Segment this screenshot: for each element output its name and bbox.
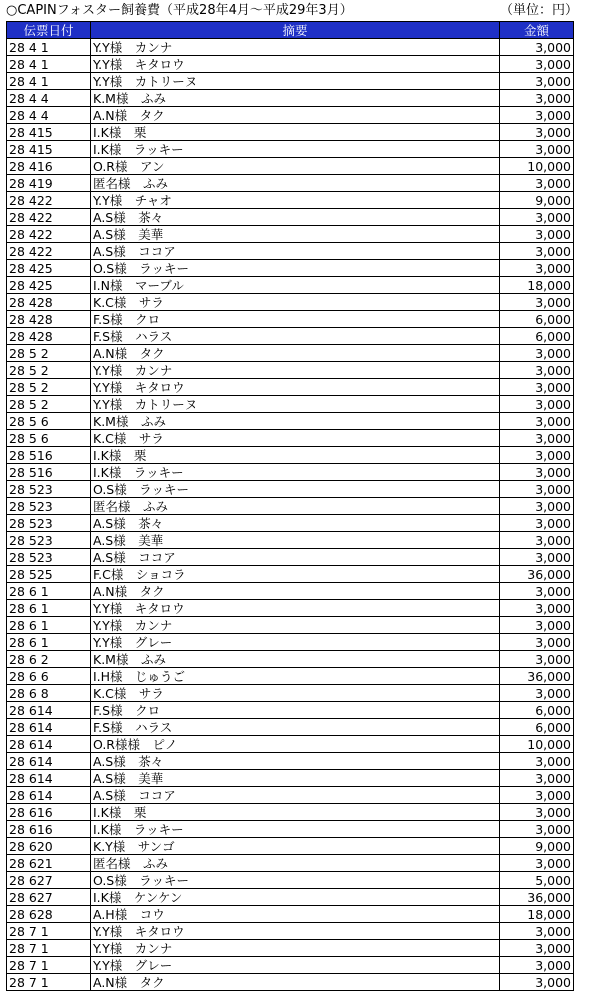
cell-date: 28 621 [7, 855, 91, 872]
cell-description: F.S様 クロ [91, 702, 500, 719]
table-row [7, 549, 574, 566]
cell-amount: 3,000 [500, 39, 574, 56]
cell-description: I.K様 ラッキー [91, 821, 500, 838]
cell-amount: 3,000 [500, 345, 574, 362]
cell-description: Y.Y様 カトリーヌ [91, 73, 500, 90]
cell-description: 匿名様 ふみ [91, 498, 500, 515]
cell-date: 28 627 [7, 889, 91, 906]
table-row [7, 396, 574, 413]
cell-description: Y.Y様 カンナ [91, 39, 500, 56]
cell-amount: 3,000 [500, 260, 574, 277]
cell-amount: 3,000 [500, 532, 574, 549]
cell-date: 28 4 1 [7, 73, 91, 90]
table-body [7, 39, 574, 991]
cell-amount: 3,000 [500, 56, 574, 73]
unit-label: （単位：円） [499, 3, 578, 18]
cell-date: 28 5 2 [7, 379, 91, 396]
cell-date: 28 620 [7, 838, 91, 855]
cell-amount: 3,000 [500, 923, 574, 940]
cell-date: 28 4 4 [7, 90, 91, 107]
cell-date: 28 628 [7, 906, 91, 923]
cell-description: O.S様 ラッキー [91, 872, 500, 889]
cell-description: O.S様 ラッキー [91, 481, 500, 498]
cell-date: 28 415 [7, 141, 91, 158]
cell-amount: 3,000 [500, 753, 574, 770]
cell-date: 28 7 1 [7, 974, 91, 991]
column-header-description: 摘要 [91, 22, 500, 39]
cell-amount: 3,000 [500, 73, 574, 90]
cell-description: A.S様 茶々 [91, 515, 500, 532]
cell-description: A.S様 ココア [91, 243, 500, 260]
page-title: ○CAPINフォスター飼養費（平成28年4月～平成29年3月） [6, 3, 353, 18]
table-row [7, 175, 574, 192]
cell-date: 28 6 6 [7, 668, 91, 685]
cell-date: 28 614 [7, 770, 91, 787]
cell-description: Y.Y様 チャオ [91, 192, 500, 209]
header-row [7, 22, 574, 39]
cell-description: 匿名様 ふみ [91, 855, 500, 872]
table-row [7, 90, 574, 107]
cell-amount: 6,000 [500, 311, 574, 328]
cell-description: A.N様 タク [91, 583, 500, 600]
table-row [7, 39, 574, 56]
cell-description: K.M様 ふみ [91, 90, 500, 107]
table-row [7, 260, 574, 277]
cell-date: 28 428 [7, 294, 91, 311]
table-row [7, 906, 574, 923]
table-row [7, 515, 574, 532]
cell-amount: 9,000 [500, 838, 574, 855]
cell-description: K.M様 ふみ [91, 413, 500, 430]
cell-amount: 3,000 [500, 600, 574, 617]
cell-description: O.R様 アン [91, 158, 500, 175]
cell-date: 28 422 [7, 192, 91, 209]
cell-description: A.N様 タク [91, 974, 500, 991]
cell-description: A.S様 美華 [91, 532, 500, 549]
cell-date: 28 7 1 [7, 957, 91, 974]
cell-description: Y.Y様 キタロウ [91, 56, 500, 73]
cell-date: 28 415 [7, 124, 91, 141]
cell-amount: 3,000 [500, 90, 574, 107]
cell-description: O.R様様 ピノ [91, 736, 500, 753]
cell-description: F.S様 ハラス [91, 719, 500, 736]
table-row [7, 634, 574, 651]
cell-amount: 3,000 [500, 294, 574, 311]
table-row [7, 770, 574, 787]
cell-amount: 18,000 [500, 906, 574, 923]
cell-amount: 3,000 [500, 107, 574, 124]
cell-amount: 3,000 [500, 362, 574, 379]
cell-date: 28 614 [7, 702, 91, 719]
cell-description: Y.Y様 グレー [91, 957, 500, 974]
cell-description: O.S様 ラッキー [91, 260, 500, 277]
cell-date: 28 6 1 [7, 617, 91, 634]
cell-amount: 3,000 [500, 957, 574, 974]
table-row [7, 141, 574, 158]
table-row [7, 583, 574, 600]
table-row [7, 957, 574, 974]
cell-amount: 3,000 [500, 515, 574, 532]
cell-description: K.C様 サラ [91, 294, 500, 311]
cell-date: 28 7 1 [7, 940, 91, 957]
table-row [7, 56, 574, 73]
cell-date: 28 627 [7, 872, 91, 889]
table-row [7, 600, 574, 617]
table-row [7, 617, 574, 634]
cell-date: 28 516 [7, 447, 91, 464]
cell-amount: 3,000 [500, 481, 574, 498]
cell-amount: 3,000 [500, 413, 574, 430]
cell-amount: 3,000 [500, 141, 574, 158]
cell-description: Y.Y様 キタロウ [91, 600, 500, 617]
cell-date: 28 4 4 [7, 107, 91, 124]
fee-table [6, 21, 574, 991]
title-row [6, 3, 578, 19]
table-row [7, 753, 574, 770]
cell-description: A.N様 タク [91, 107, 500, 124]
cell-date: 28 5 2 [7, 396, 91, 413]
table-row [7, 158, 574, 175]
cell-description: A.H様 コウ [91, 906, 500, 923]
cell-date: 28 614 [7, 736, 91, 753]
cell-description: K.C様 サラ [91, 430, 500, 447]
cell-date: 28 425 [7, 277, 91, 294]
cell-description: K.C様 サラ [91, 685, 500, 702]
cell-amount: 3,000 [500, 498, 574, 515]
cell-date: 28 6 1 [7, 583, 91, 600]
cell-amount: 3,000 [500, 974, 574, 991]
cell-amount: 3,000 [500, 226, 574, 243]
cell-date: 28 422 [7, 209, 91, 226]
table-row [7, 447, 574, 464]
cell-date: 28 523 [7, 481, 91, 498]
cell-amount: 6,000 [500, 719, 574, 736]
table-row [7, 277, 574, 294]
cell-amount: 36,000 [500, 889, 574, 906]
cell-amount: 36,000 [500, 668, 574, 685]
cell-amount: 36,000 [500, 566, 574, 583]
cell-date: 28 5 6 [7, 430, 91, 447]
table-row [7, 685, 574, 702]
cell-description: K.Y様 サンゴ [91, 838, 500, 855]
table-row [7, 481, 574, 498]
table-header [7, 22, 574, 39]
cell-date: 28 614 [7, 787, 91, 804]
table-row [7, 889, 574, 906]
table-row [7, 107, 574, 124]
cell-date: 28 523 [7, 532, 91, 549]
table-row [7, 498, 574, 515]
table-row [7, 379, 574, 396]
cell-description: I.K様 ラッキー [91, 141, 500, 158]
table-row [7, 209, 574, 226]
table-row [7, 804, 574, 821]
table-row [7, 821, 574, 838]
table-row [7, 974, 574, 991]
cell-amount: 3,000 [500, 549, 574, 566]
table-row [7, 566, 574, 583]
cell-description: I.K様 ラッキー [91, 464, 500, 481]
cell-amount: 3,000 [500, 464, 574, 481]
cell-date: 28 422 [7, 226, 91, 243]
table-row [7, 124, 574, 141]
table-row [7, 651, 574, 668]
cell-date: 28 616 [7, 804, 91, 821]
cell-date: 28 422 [7, 243, 91, 260]
cell-date: 28 4 1 [7, 56, 91, 73]
cell-amount: 3,000 [500, 209, 574, 226]
cell-date: 28 7 1 [7, 923, 91, 940]
table-row [7, 345, 574, 362]
cell-date: 28 6 2 [7, 651, 91, 668]
cell-date: 28 5 2 [7, 345, 91, 362]
cell-amount: 3,000 [500, 617, 574, 634]
cell-amount: 3,000 [500, 804, 574, 821]
cell-description: Y.Y様 カンナ [91, 617, 500, 634]
cell-description: A.S様 ココア [91, 787, 500, 804]
cell-amount: 5,000 [500, 872, 574, 889]
cell-description: A.S様 ココア [91, 549, 500, 566]
cell-amount: 3,000 [500, 583, 574, 600]
cell-description: A.S様 美華 [91, 226, 500, 243]
cell-amount: 3,000 [500, 124, 574, 141]
cell-amount: 6,000 [500, 328, 574, 345]
column-header-date: 伝票日付 [7, 22, 91, 39]
cell-date: 28 5 6 [7, 413, 91, 430]
table-row [7, 736, 574, 753]
cell-date: 28 428 [7, 311, 91, 328]
cell-amount: 10,000 [500, 736, 574, 753]
table-row [7, 872, 574, 889]
table-row [7, 532, 574, 549]
table-row [7, 787, 574, 804]
cell-amount: 3,000 [500, 821, 574, 838]
table-row [7, 294, 574, 311]
cell-amount: 3,000 [500, 634, 574, 651]
cell-amount: 3,000 [500, 379, 574, 396]
cell-date: 28 614 [7, 719, 91, 736]
table-row [7, 838, 574, 855]
cell-description: I.K様 ケンケン [91, 889, 500, 906]
cell-description: A.S様 美華 [91, 770, 500, 787]
cell-date: 28 6 1 [7, 600, 91, 617]
cell-date: 28 523 [7, 498, 91, 515]
cell-amount: 3,000 [500, 940, 574, 957]
cell-date: 28 523 [7, 515, 91, 532]
cell-description: A.N様 タク [91, 345, 500, 362]
cell-amount: 18,000 [500, 277, 574, 294]
cell-description: I.K様 栗 [91, 804, 500, 821]
table-row [7, 226, 574, 243]
cell-description: Y.Y様 カトリーヌ [91, 396, 500, 413]
table-row [7, 311, 574, 328]
cell-description: K.M様 ふみ [91, 651, 500, 668]
cell-date: 28 6 8 [7, 685, 91, 702]
cell-description: Y.Y様 キタロウ [91, 923, 500, 940]
cell-amount: 3,000 [500, 396, 574, 413]
table-row [7, 668, 574, 685]
cell-date: 28 5 2 [7, 362, 91, 379]
table-row [7, 328, 574, 345]
cell-description: I.K様 栗 [91, 447, 500, 464]
table-row [7, 430, 574, 447]
cell-amount: 3,000 [500, 447, 574, 464]
cell-date: 28 425 [7, 260, 91, 277]
cell-description: I.N様 マーブル [91, 277, 500, 294]
cell-description: I.K様 栗 [91, 124, 500, 141]
cell-amount: 6,000 [500, 702, 574, 719]
cell-amount: 3,000 [500, 787, 574, 804]
cell-date: 28 419 [7, 175, 91, 192]
cell-amount: 3,000 [500, 855, 574, 872]
cell-amount: 3,000 [500, 770, 574, 787]
cell-amount: 3,000 [500, 430, 574, 447]
cell-description: Y.Y様 カンナ [91, 362, 500, 379]
cell-description: I.H様 じゅうご [91, 668, 500, 685]
cell-description: F.S様 ハラス [91, 328, 500, 345]
cell-date: 28 614 [7, 753, 91, 770]
cell-date: 28 525 [7, 566, 91, 583]
cell-description: Y.Y様 グレー [91, 634, 500, 651]
table-row [7, 73, 574, 90]
cell-amount: 3,000 [500, 685, 574, 702]
cell-description: A.S様 茶々 [91, 753, 500, 770]
table-row [7, 464, 574, 481]
table-row [7, 719, 574, 736]
column-header-amount: 金額 [500, 22, 574, 39]
cell-date: 28 523 [7, 549, 91, 566]
cell-date: 28 6 1 [7, 634, 91, 651]
cell-amount: 3,000 [500, 651, 574, 668]
cell-description: Y.Y様 カンナ [91, 940, 500, 957]
cell-date: 28 616 [7, 821, 91, 838]
cell-amount: 3,000 [500, 175, 574, 192]
cell-date: 28 4 1 [7, 39, 91, 56]
cell-description: 匿名様 ふみ [91, 175, 500, 192]
cell-amount: 10,000 [500, 158, 574, 175]
table-row [7, 192, 574, 209]
table-row [7, 413, 574, 430]
table-row [7, 855, 574, 872]
table-row [7, 923, 574, 940]
table-row [7, 362, 574, 379]
cell-date: 28 428 [7, 328, 91, 345]
table-row [7, 940, 574, 957]
cell-description: F.C様 ショコラ [91, 566, 500, 583]
cell-description: Y.Y様 キタロウ [91, 379, 500, 396]
cell-amount: 3,000 [500, 243, 574, 260]
cell-description: F.S様 クロ [91, 311, 500, 328]
table-row [7, 243, 574, 260]
cell-description: A.S様 茶々 [91, 209, 500, 226]
cell-date: 28 416 [7, 158, 91, 175]
cell-date: 28 516 [7, 464, 91, 481]
cell-amount: 9,000 [500, 192, 574, 209]
table-row [7, 702, 574, 719]
